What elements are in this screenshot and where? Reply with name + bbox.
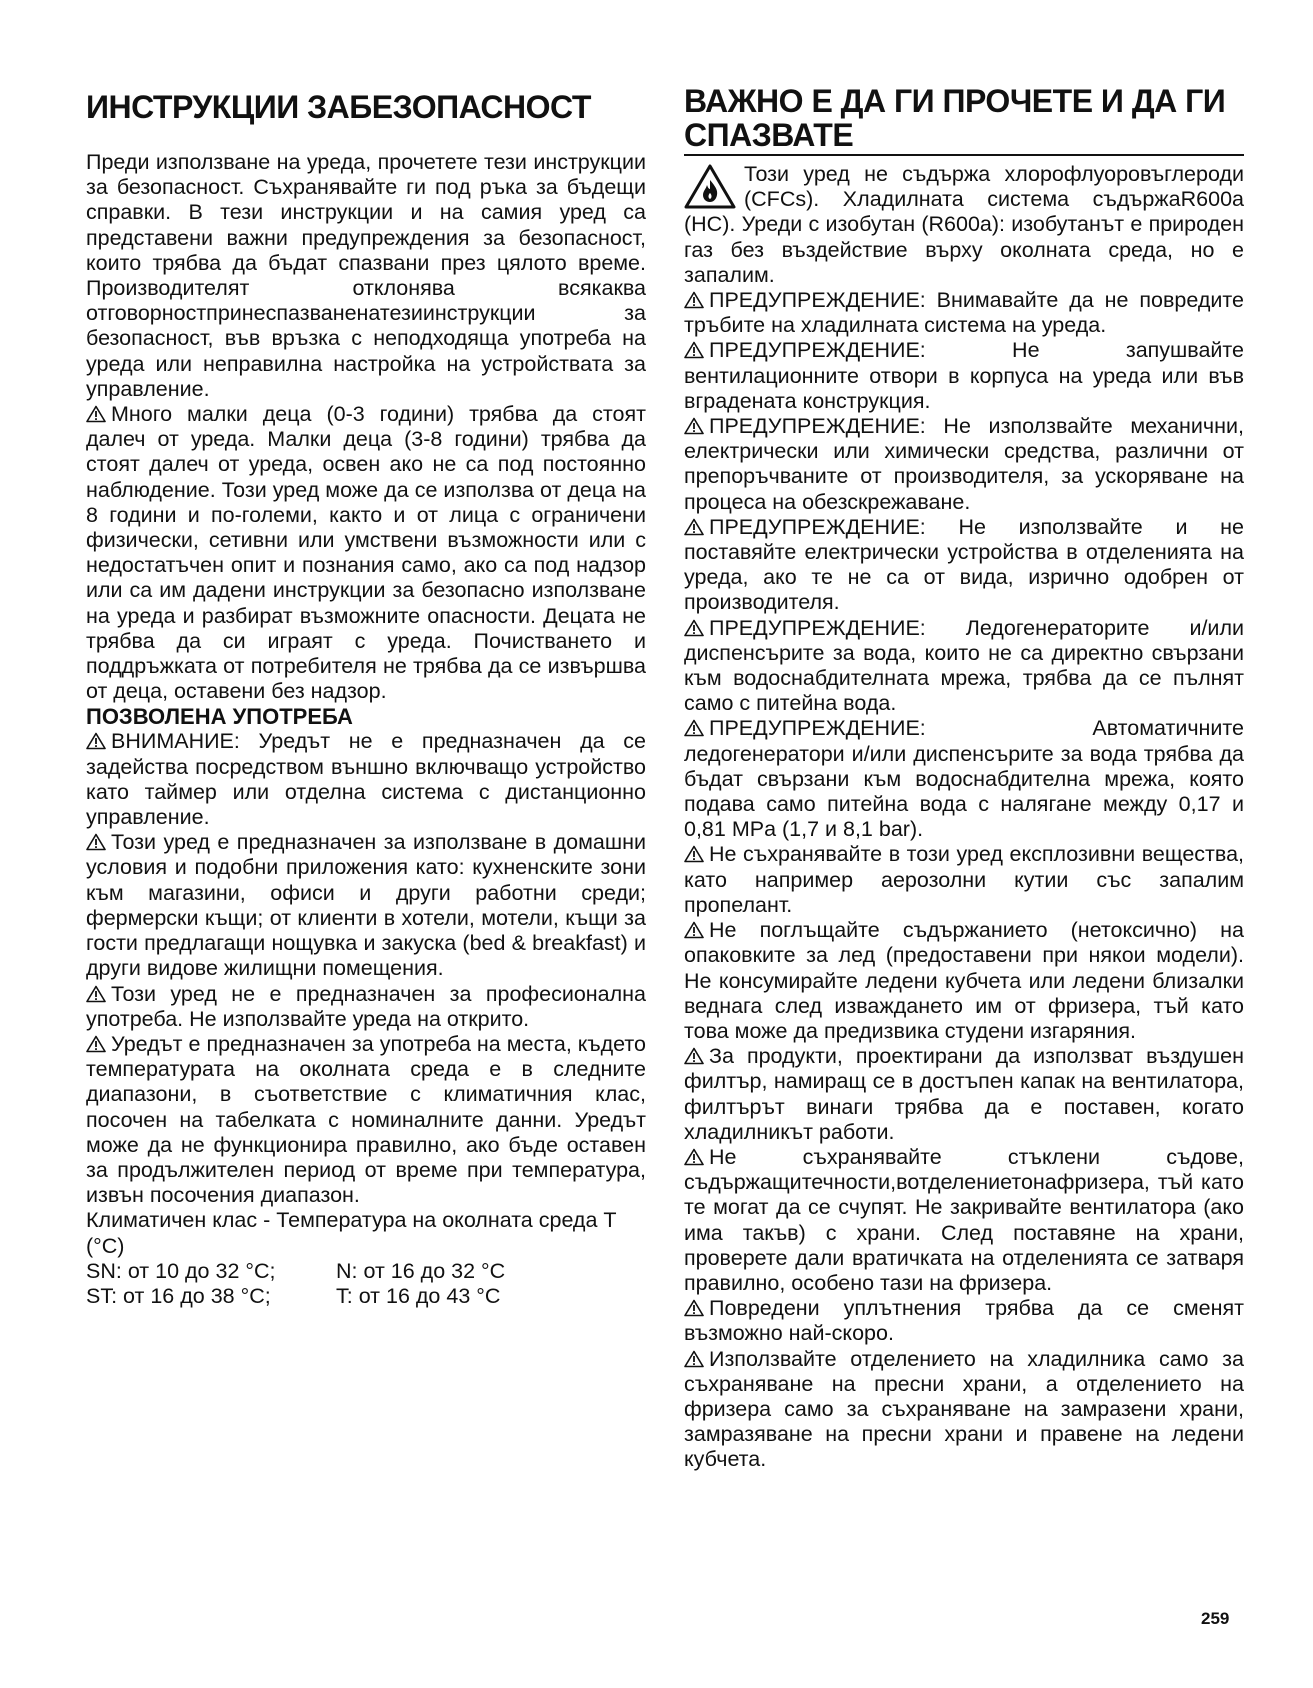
warning-icon	[684, 1299, 704, 1317]
warning-icon	[684, 845, 704, 863]
warning-icon	[684, 921, 704, 939]
warning-icon	[86, 833, 106, 851]
warning-2: ПРЕДУПРЕЖДЕНИЕ: Не запушвайте вентилационните отвори в корпуса на уреда или във вградената конструкция.	[684, 338, 1244, 413]
children-warning: Много малки деца (0-3 години) трябва да стоят далеч от уреда. Малки деца (3-8 години) трябва да стоят далеч от уреда, освен ако не са под постоянно наблюдение. Този уред може да се използва от деца на 8 години и по-големи, както и от лица с ограничени физически, сетивни или умствени възможности или с недостатъчен опит и познания само, ако са под надзор или са им дадени инструкции за безопасно използване на уреда и разбират възможните опасности. Децата не трябва да си играят с уреда. Почистването и поддръжката от потребителя не трябва да се извършва от деца, оставени без надзор.	[86, 402, 646, 704]
warning-7: Не съхранявайте в този уред експлозивни вещества, като например аерозолни кутии със запалим пропелант.	[684, 842, 1244, 917]
important-title: ВАЖНО Е ДА ГИ ПРОЧЕТЕ И ДА ГИ СПАЗВАТЕ	[684, 84, 1244, 156]
use-warning-4: Уредът е предназначен за употреба на места, където температурата на околната среда е в следните диапазони, в съответствие с климатичния клас, посочен на табелката с номиналните данни. Уредът може да не функционира правилно, ако бъде оставен за продължителен период от време при температура, извън посочения диапазон.	[86, 1031, 646, 1208]
warning-icon	[684, 1148, 704, 1166]
warning-icon	[86, 1035, 106, 1053]
warning-icon	[684, 719, 704, 737]
intro-paragraph: Преди използване на уреда, прочетете тези инструкции за безопасност. Съхранявайте ги под ръка за бъдещи справки. В тези инструкции и на самия уред са представени важни предупреждения за безопасност, които трябва да бъдат спазвани през цялото време. Производителят отклонява всякаква отговорностпринеспазваненатезиинструкции за безопасност, във връзка с неподходяща употреба на уреда или неправилна настройка на устройствата за управление.	[86, 150, 646, 401]
permitted-use-heading: ПОЗВОЛЕНА УПОТРЕБА	[86, 704, 353, 730]
warning-icon	[684, 417, 704, 435]
right-column	[684, 84, 1244, 1473]
warning-icon	[684, 341, 704, 359]
warning-3: ПРЕДУПРЕЖДЕНИЕ: Не използвайте механични, електрически или химически средства, различни от препоръчваните от производителя, за ускоряване на процеса на обезскрежаване.	[684, 414, 1244, 514]
climate-table	[86, 1259, 646, 1309]
refrigerant-paragraph: Този уред не съдържа хлорофлуоровъглероди (CFCs). Хладилната система съдържаR600a (HC). Уреди с изобутан (R600a): изобутанът е природен газ без въздействие върху околната среда, но е запалим.	[684, 162, 1244, 287]
warning-12: Използвайте отделението на хладилника само за съхраняване на пресни храни, а отделението на фризера само за съхраняване на замразени храни, замразяване на пресни храни и правене на ледени кубчета.	[684, 1346, 1244, 1472]
warning-icon	[86, 732, 106, 750]
use-warning-2: Този уред е предназначен за използване в домашни условия и подобни приложения като: кухненските зони към магазини, офиси и други работни среди; фермерски къщи; от клиенти в хотели, мотели, къщи за гости предлагащи нощувка и закуска (bed & breakfast) и други видове жилищни помещения.	[86, 830, 646, 981]
climate-class-t: T: от 16 до 43 °C	[336, 1283, 501, 1308]
warning-6: ПРЕДУПРЕЖДЕНИЕ: Автоматичните ледогенератори и/или диспенсърите за вода трябва да бъдат свързани към водоснабдителна мрежа, която подава само питейна вода с налягане между 0,17 и 0,81 MPa (1,7 и 8,1 bar).	[684, 716, 1244, 842]
use-warning-1: ВНИМАНИЕ: Уредът не е предназначен да се задейства посредством външно включващо устройство като таймер или отделна система с дистанционно управление.	[86, 729, 646, 830]
warning-10: Не съхранявайте стъклени съдове, съдържащитечности,вотделениетонафризера, тъй като те могат да се счупят. Не закривайте вентилатора (ако има такъв) с храни. След поставяне на храни, проверете дали вратичката на отделенията се затваря правилно, особено тази на фризера.	[684, 1144, 1244, 1295]
warning-1: ПРЕДУПРЕЖДЕНИЕ: Внимавайте да не повредите тръбите на хладилната система на уреда.	[684, 288, 1244, 338]
climate-heading: Климатичен клас - Температура на околната среда T (°C)	[86, 1208, 617, 1258]
warning-icon	[86, 985, 106, 1003]
page-number: 259	[1201, 1609, 1230, 1628]
warning-8: Не поглъщайте съдържанието (нетоксично) на опаковките за лед (предоставени при някои модели). Не консумирайте ледени кубчета или ледени близалки веднага след изваждането им от фризера, тъй като това може да предизвика студени изгаряния.	[684, 918, 1244, 1043]
climate-class-st: ST: от 16 до 38 °C;	[86, 1283, 271, 1308]
warning-icon	[684, 1350, 704, 1368]
warning-icon	[684, 1047, 704, 1065]
warning-icon	[684, 619, 704, 637]
warning-4: ПРЕДУПРЕЖДЕНИЕ: Не използвайте и не поставяйте електрически устройства в отделенията на уреда, ако те не са от вида, изрично одобрен от производителя.	[684, 514, 1244, 615]
use-warning-3: Този уред не е предназначен за професионална употреба. Не използвайте уреда на открито.	[86, 981, 646, 1031]
warning-5: ПРЕДУПРЕЖДЕНИЕ: Ледогенераторите и/или диспенсърите за вода, които не са директно свързани към водоснабдителната мрежа, трябва да се пълнят само с питейна вода.	[684, 615, 1244, 716]
climate-class-n: N: от 16 до 32 °C	[336, 1258, 506, 1283]
left-column	[86, 84, 646, 1309]
safety-title: ИНСТРУКЦИИ ЗАБЕЗОПАСНОСТ	[86, 89, 591, 125]
warning-9: За продукти, проектирани да използват въздушен филтър, намиращ се в достъпен капак на вентилатора, филтърът винаги трябва да е поставен, когато хладилникът работи.	[684, 1044, 1244, 1144]
flammable-warning-icon	[684, 164, 736, 210]
climate-class-sn: SN: от 10 до 32 °C;	[86, 1258, 276, 1283]
warning-icon	[684, 291, 704, 309]
warning-icon	[86, 405, 106, 423]
warning-11: Повредени уплътнения трябва да се сменят възможно най-скоро.	[684, 1296, 1244, 1346]
warning-icon	[684, 518, 704, 536]
